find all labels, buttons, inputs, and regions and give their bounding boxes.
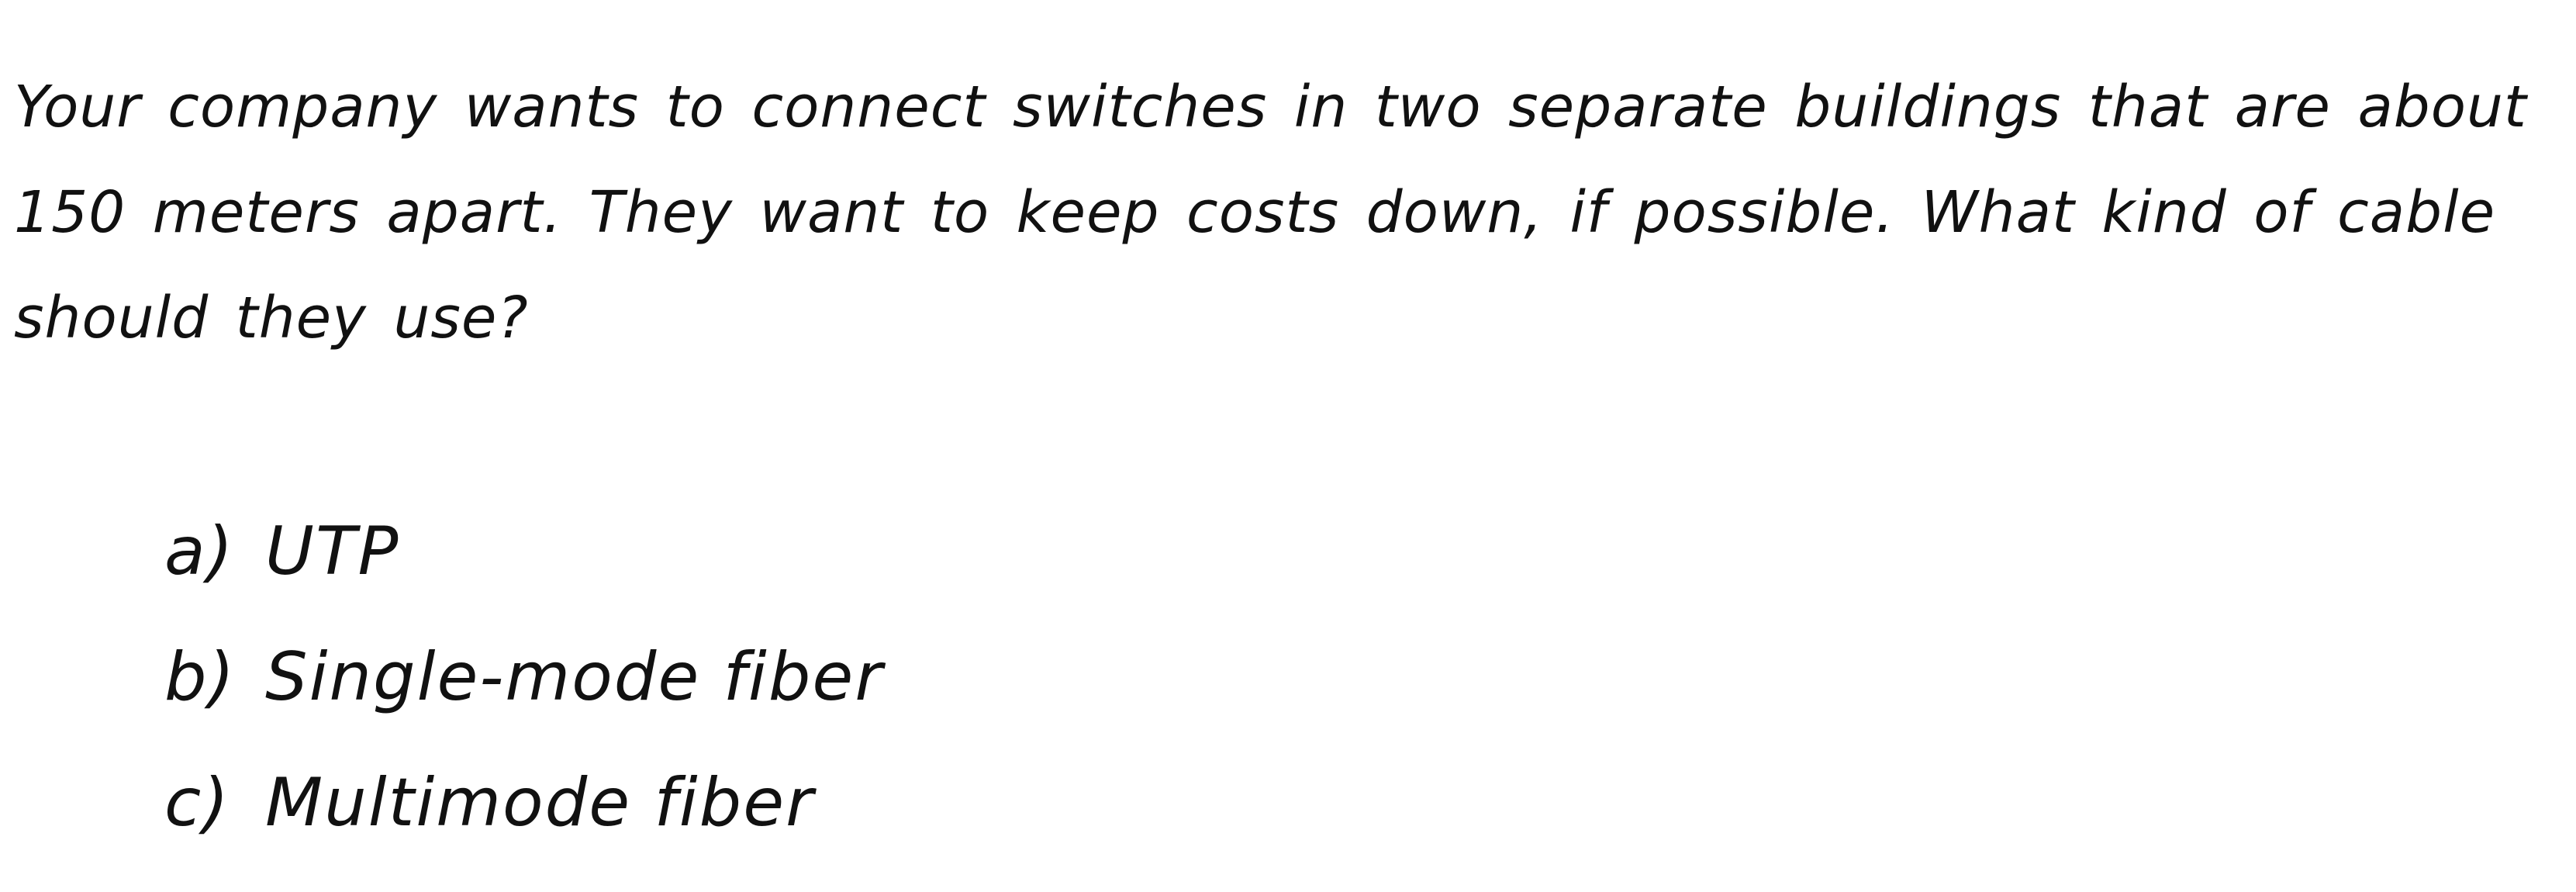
option-label: Multimode fiber <box>265 764 815 842</box>
option-b <box>164 614 884 740</box>
option-letter: c) <box>164 764 230 842</box>
answer-options <box>164 489 884 866</box>
option-c <box>164 740 884 866</box>
question-text <box>14 54 2565 371</box>
option-a <box>164 489 884 614</box>
option-label: UTP <box>265 513 400 590</box>
option-label: Single-mode fiber <box>265 638 884 716</box>
option-letter: b) <box>164 638 237 716</box>
option-letter: a) <box>164 513 235 590</box>
question-line-2: 150 meters apart. They want to keep costs down, if possible. What kind of cable <box>14 179 2496 246</box>
question-line-1: Your company wants to connect switches in two separate buildings that are about <box>14 74 2527 140</box>
question-line-3: should they use? <box>14 285 529 351</box>
